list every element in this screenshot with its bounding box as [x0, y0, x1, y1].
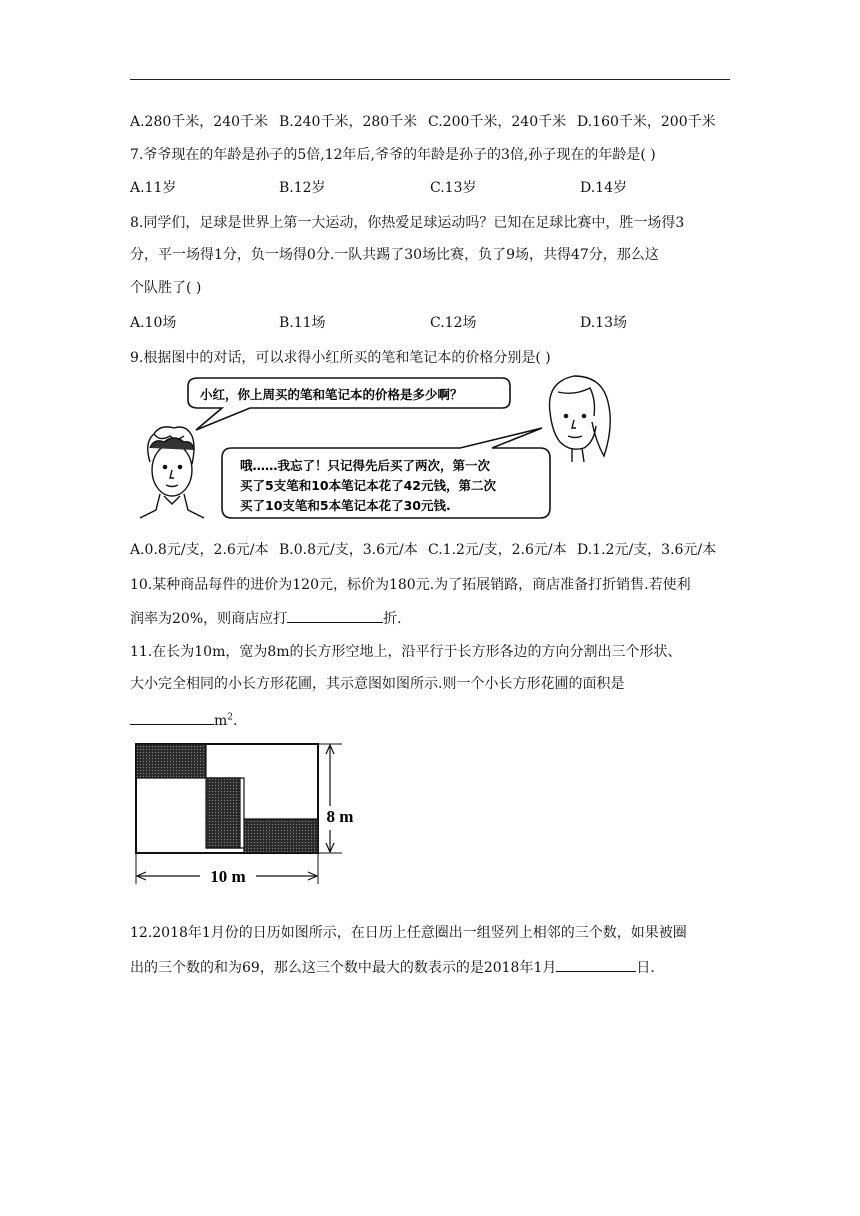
q11-end-period: . — [233, 713, 238, 729]
q11-answer-blank — [130, 710, 214, 725]
q7-option-d: D.14岁 — [580, 180, 627, 196]
q11-stem-line-1: 11.在长为10m，宽为8m的长方形空地上，沿平行于长方形各边的方向分割出三个形状、 — [130, 644, 682, 660]
q12-text-before-blank: 出的三个数的和为69，那么这三个数中最大的数表示的是2018年1月 — [130, 960, 557, 976]
q11-unit-exponent: 2 — [227, 712, 234, 723]
q12-stem-line-1: 12.2018年1月份的日历如图所示，在日历上任意圈出一组竖列上相邻的三个数，如果被圈 — [130, 925, 687, 941]
q7-option-c: C.13岁 — [430, 180, 477, 196]
q9-dialogue-figure — [130, 372, 630, 522]
girl-figure — [550, 376, 611, 462]
q10-stem-line-2 — [130, 608, 402, 628]
bubble-bottom-text-1: 哦……我忘了！只记得先后买了两次，第一次 — [240, 458, 491, 473]
q7-option-a: A.11岁 — [130, 180, 177, 196]
q10-text-after-blank: 折. — [383, 611, 402, 627]
q10-text-before-blank: 润率为20%，则商店应打 — [130, 611, 288, 627]
garden-plot-2 — [206, 778, 240, 848]
q8-stem-line-3: 个队胜了( ) — [130, 280, 202, 296]
q12-stem-line-2 — [130, 957, 655, 977]
q12-answer-blank — [556, 957, 636, 972]
q8-option-a: A.10场 — [130, 315, 177, 331]
height-label: 8 m — [326, 807, 354, 826]
q7-option-b: B.12岁 — [279, 180, 326, 196]
q8-option-b: B.11场 — [279, 315, 326, 331]
garden-diagram — [130, 736, 360, 886]
q8-option-d: D.13场 — [580, 315, 627, 331]
q6-option-d: D.160千米，200千米 — [577, 114, 716, 130]
width-label: 10 m — [210, 867, 246, 886]
q12-text-after-blank: 日. — [636, 960, 655, 976]
q7-stem: 7.爷爷现在的年龄是孙子的5倍,12年后,爷爷的年龄是孙子的3倍,孙子现在的年龄是( ) — [130, 147, 656, 163]
q9-stem: 9.根据图中的对话，可以求得小红所买的笔和笔记本的价格分别是( ) — [130, 350, 551, 366]
q10-answer-blank — [287, 608, 383, 623]
q11-unit: m — [214, 713, 228, 729]
boy-figure — [140, 427, 204, 518]
q11-garden-figure — [130, 736, 360, 886]
q11-stem-line-3 — [130, 710, 237, 730]
q11-stem-line-2: 大小完全相同的小长方形花圃，其示意图如图所示.则一个小长方形花圃的面积是 — [130, 676, 625, 692]
garden-plot-1 — [136, 744, 206, 778]
q10-stem-line-1: 10.某种商品每件的进价为120元，标价为180元.为了拓展销路，商店准备打折销售.若使利 — [130, 577, 691, 593]
q6-option-b: B.240千米，280千米 — [279, 114, 418, 130]
bubble-bottom-text-2: 买了5支笔和10本笔记本花了42元钱，第二次 — [240, 478, 496, 493]
q9-option-d: D.1.2元/支，3.6元/本 — [577, 542, 717, 558]
bubble-bottom-text-3: 买了10支笔和5本笔记本花了30元钱. — [240, 498, 451, 513]
header-rule — [130, 79, 730, 80]
q9-option-b: B.0.8元/支，3.6元/本 — [279, 542, 418, 558]
q9-option-c: C.1.2元/支，2.6元/本 — [428, 542, 567, 558]
dialogue-illustration — [130, 372, 630, 522]
q6-option-a: A.280千米，240千米 — [130, 114, 269, 130]
bubble-top-text: 小红，你上周买的笔和笔记本的价格是多少啊？ — [200, 387, 463, 402]
q8-stem-line-1: 8.同学们，足球是世界上第一大运动，你热爱足球运动吗？已知在足球比赛中，胜一场得3 — [130, 215, 685, 231]
q9-option-a: A.0.8元/支，2.6元/本 — [130, 542, 269, 558]
q8-stem-line-2: 分，平一场得1分，负一场得0分.一队共踢了30场比赛，负了9场，共得47分，那么这 — [130, 247, 659, 263]
garden-plot-3 — [244, 819, 318, 853]
q8-option-c: C.12场 — [430, 315, 477, 331]
q6-option-c: C.200千米，240千米 — [428, 114, 567, 130]
